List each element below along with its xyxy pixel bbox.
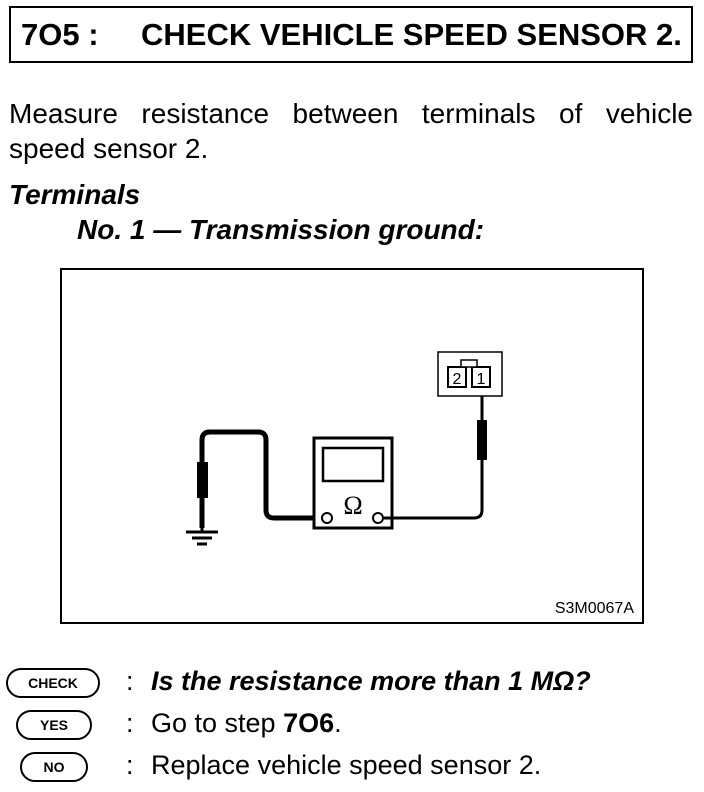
step-header-box bbox=[9, 6, 693, 63]
connector-pin-2: 2 bbox=[452, 371, 462, 388]
yes-answer bbox=[151, 708, 342, 739]
no-colon: : bbox=[126, 750, 134, 780]
sensor-lead-wire bbox=[384, 388, 482, 518]
check-question: Is the resistance more than 1 MΩ? bbox=[151, 666, 591, 696]
figure-label: S3M0067A bbox=[554, 600, 634, 617]
wiring-diagram bbox=[60, 268, 644, 624]
ground-probe bbox=[197, 462, 208, 498]
yes-answer-prefix: Go to step bbox=[151, 708, 284, 738]
terminals-detail: No. 1 — Transmission ground: bbox=[77, 214, 485, 245]
step-title: CHECK VEHICLE SPEED SENSOR 2. bbox=[141, 17, 682, 52]
yes-answer-suffix: . bbox=[334, 708, 342, 738]
check-badge: CHECK bbox=[6, 668, 100, 698]
meter-symbol: Ω bbox=[343, 491, 363, 520]
connector-pin-1: 1 bbox=[476, 371, 486, 388]
terminals-heading: Terminals bbox=[9, 179, 141, 210]
sensor-probe bbox=[477, 420, 487, 460]
yes-colon: : bbox=[126, 708, 134, 738]
ground-lead-wire bbox=[202, 432, 320, 528]
yes-step-ref: 7O6 bbox=[283, 708, 335, 738]
step-description: Measure resistance between terminals of vehicle speed sensor 2. bbox=[9, 98, 693, 164]
no-badge: NO bbox=[20, 752, 88, 782]
check-colon: : bbox=[126, 666, 134, 696]
sensor-connector-icon bbox=[438, 352, 502, 396]
ohmmeter-icon bbox=[314, 438, 392, 528]
yes-badge: YES bbox=[16, 710, 92, 740]
no-answer: Replace vehicle speed sensor 2. bbox=[151, 750, 542, 780]
step-code: 7O5 : bbox=[21, 17, 99, 52]
diagram-svg bbox=[62, 270, 642, 622]
ground-symbol-icon bbox=[186, 528, 218, 544]
